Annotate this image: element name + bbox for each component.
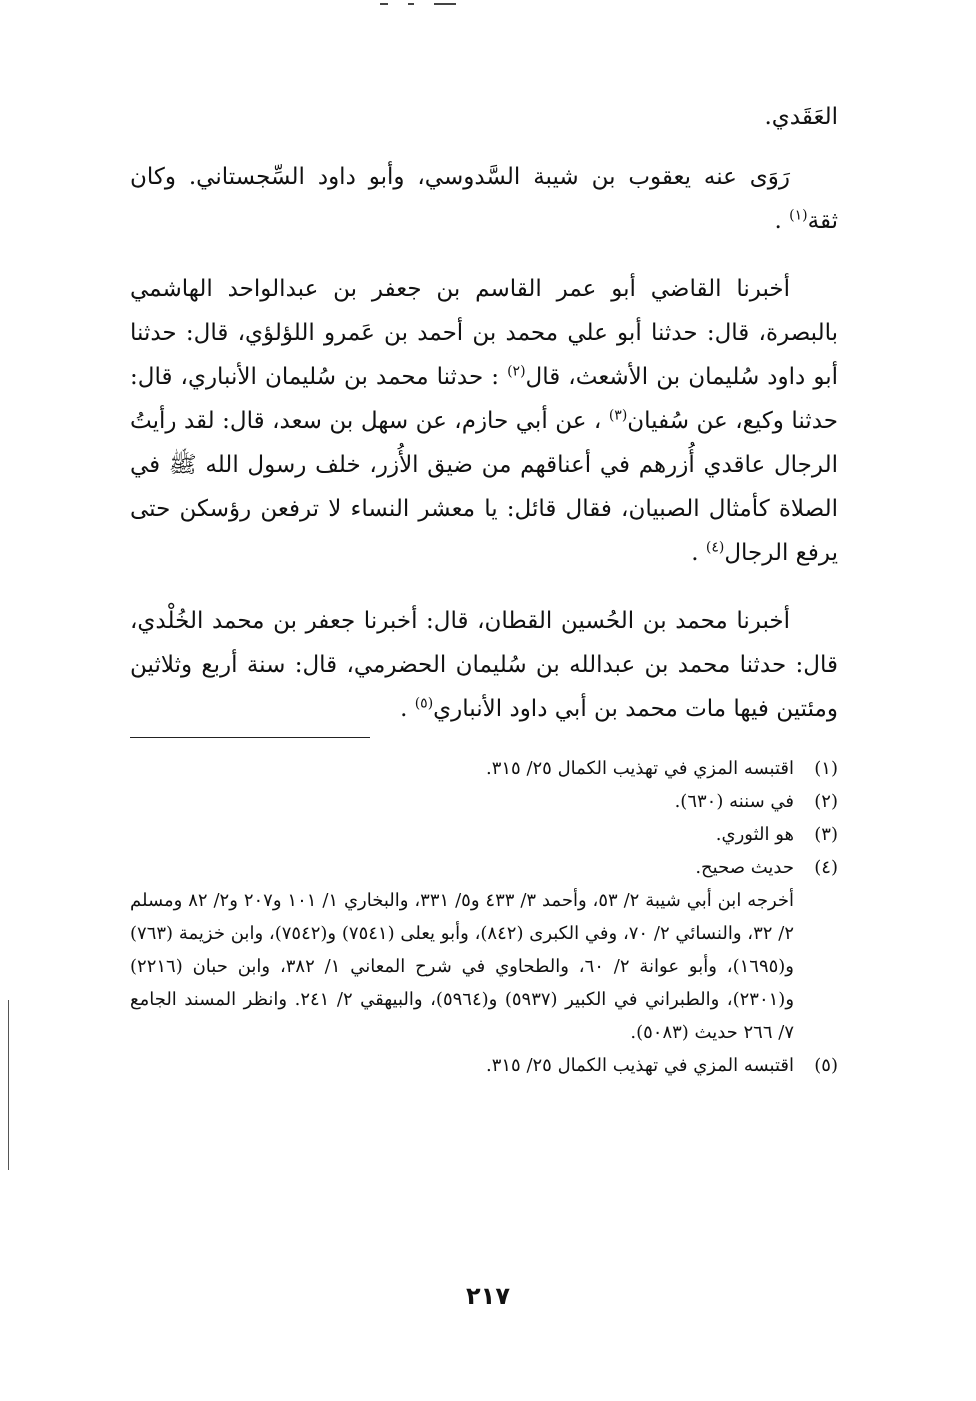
footnote-4 — [130, 851, 838, 884]
footnote-ref-1: (١) — [789, 207, 808, 224]
footnote-number: (٢) — [814, 791, 838, 812]
footnote-number: (٥) — [814, 1055, 838, 1076]
paragraph-3-text: أخبرنا القاضي أبو عمر القاسم بن جعفر بن عبدالواحد الهاشمي بالبصرة، قال: حدثنا أبو علي محمد بن أحمد بن عَمرو اللؤلؤي، قال: حدثنا أبو داود سُليمان بن الأشعث، قال — [130, 276, 838, 390]
footnote-ref-5: (٥) — [414, 695, 434, 712]
main-text — [130, 95, 838, 731]
footnote-separator — [130, 737, 370, 738]
footnote-text: هو الثوري. — [715, 824, 794, 845]
page-number: ٢١٧ — [466, 1282, 510, 1310]
footnote-text: اقتبسه المزي في تهذيب الكمال ٢٥/ ٣١٥. — [485, 758, 794, 779]
footnote-2 — [130, 785, 838, 818]
paragraph-4 — [130, 599, 838, 731]
paragraph-4-end: . — [400, 696, 415, 722]
footnote-text: في سننه (٦٣٠). — [674, 791, 794, 812]
paragraph-3-seg-a: : حدثنا محمد بن سُليمان الأنباري، قال: حدثنا وكيع، عن سُفيان — [130, 364, 838, 434]
paragraph-3-end: . — [691, 540, 706, 566]
paragraph-1: العَقَدي. — [764, 104, 838, 130]
footnotes — [130, 752, 838, 1082]
paragraph-2 — [130, 155, 838, 243]
paragraph-2-text: رَوَى عنه يعقوب بن شيبة السَّدوسي، وأبو داود السِّجستاني. وكان ثقة — [130, 164, 838, 234]
footnote-ref-4: (٤) — [705, 539, 725, 556]
footnote-3 — [130, 818, 838, 851]
footnote-number: (١) — [814, 758, 838, 779]
paragraph-2-end: . — [774, 208, 790, 234]
footnote-ref-3: (٣) — [608, 407, 628, 424]
footnote-4-detail: أخرجه ابن أبي شيبة ٢/ ٥٣، وأحمد ٣/ ٤٣٣ و٥/ ٣٣١، والبخاري ١/ ١٠١ و٢٠٧ و٢/ ٨٢ ومسلم ٢/ ٣٢، والنسائي ٢/ ٧٠، وفي الكبرى (٨٤٢)، وأبو يعلى (٧٥٤١) و(٧٥٤٢)، وابن خزيمة (٧٦٣) و(١٦٩٥)، وأبو عوانة ٢/ ٦٠، والطحاوي في شرح المعاني ١/ ٣٨٢، وابن حبان (٢٢١٦) و(٢٣٠١)، والطبراني في الكبير (٥٩٣٧) و(٥٩٦٤)، والبيهقي ٢/ ٢٤١. وانظر المسند الجامع ٧/ ٢٦٦ حديث (٥٠٨٣). — [130, 890, 795, 1043]
footnote-5 — [130, 1049, 838, 1082]
footnote-text: اقتبسه المزي في تهذيب الكمال ٢٥/ ٣١٥. — [485, 1055, 794, 1076]
footnote-text: حديث صحيح. — [695, 857, 794, 878]
footnote-1 — [130, 752, 838, 785]
book-page — [130, 95, 838, 1082]
paragraph-3-seg-b: ، عن أبي حازم، عن سهل بن سعد، قال: لقد رأيتُ الرجال عاقدي أُزرهم في أعناقهم من ضيق الأُزر، خلف رسول الله ﷺ في الصلاة كأمثال الصبيان، فقال قائل: يا معشر النساء لا ترفعن رؤسكن حتى يرفع الرجال — [130, 408, 838, 566]
scan-edge-line — [8, 1000, 9, 1170]
footnote-number: (٤) — [814, 857, 838, 878]
paragraph-4-text: أخبرنا محمد بن الحُسين القطان، قال: أخبرنا جعفر بن محمد الخُلْدي، قال: حدثنا محمد بن عبدالله بن سُليمان الحضرمي، قال: سنة أربع وثلاثين ومئتين فيها مات محمد بن أبي داود الأنباري — [130, 608, 838, 722]
top-scan-marks — [380, 0, 500, 12]
footnote-number: (٣) — [814, 824, 838, 845]
footnote-ref-2: (٢) — [507, 363, 526, 380]
paragraph-3 — [130, 267, 838, 575]
